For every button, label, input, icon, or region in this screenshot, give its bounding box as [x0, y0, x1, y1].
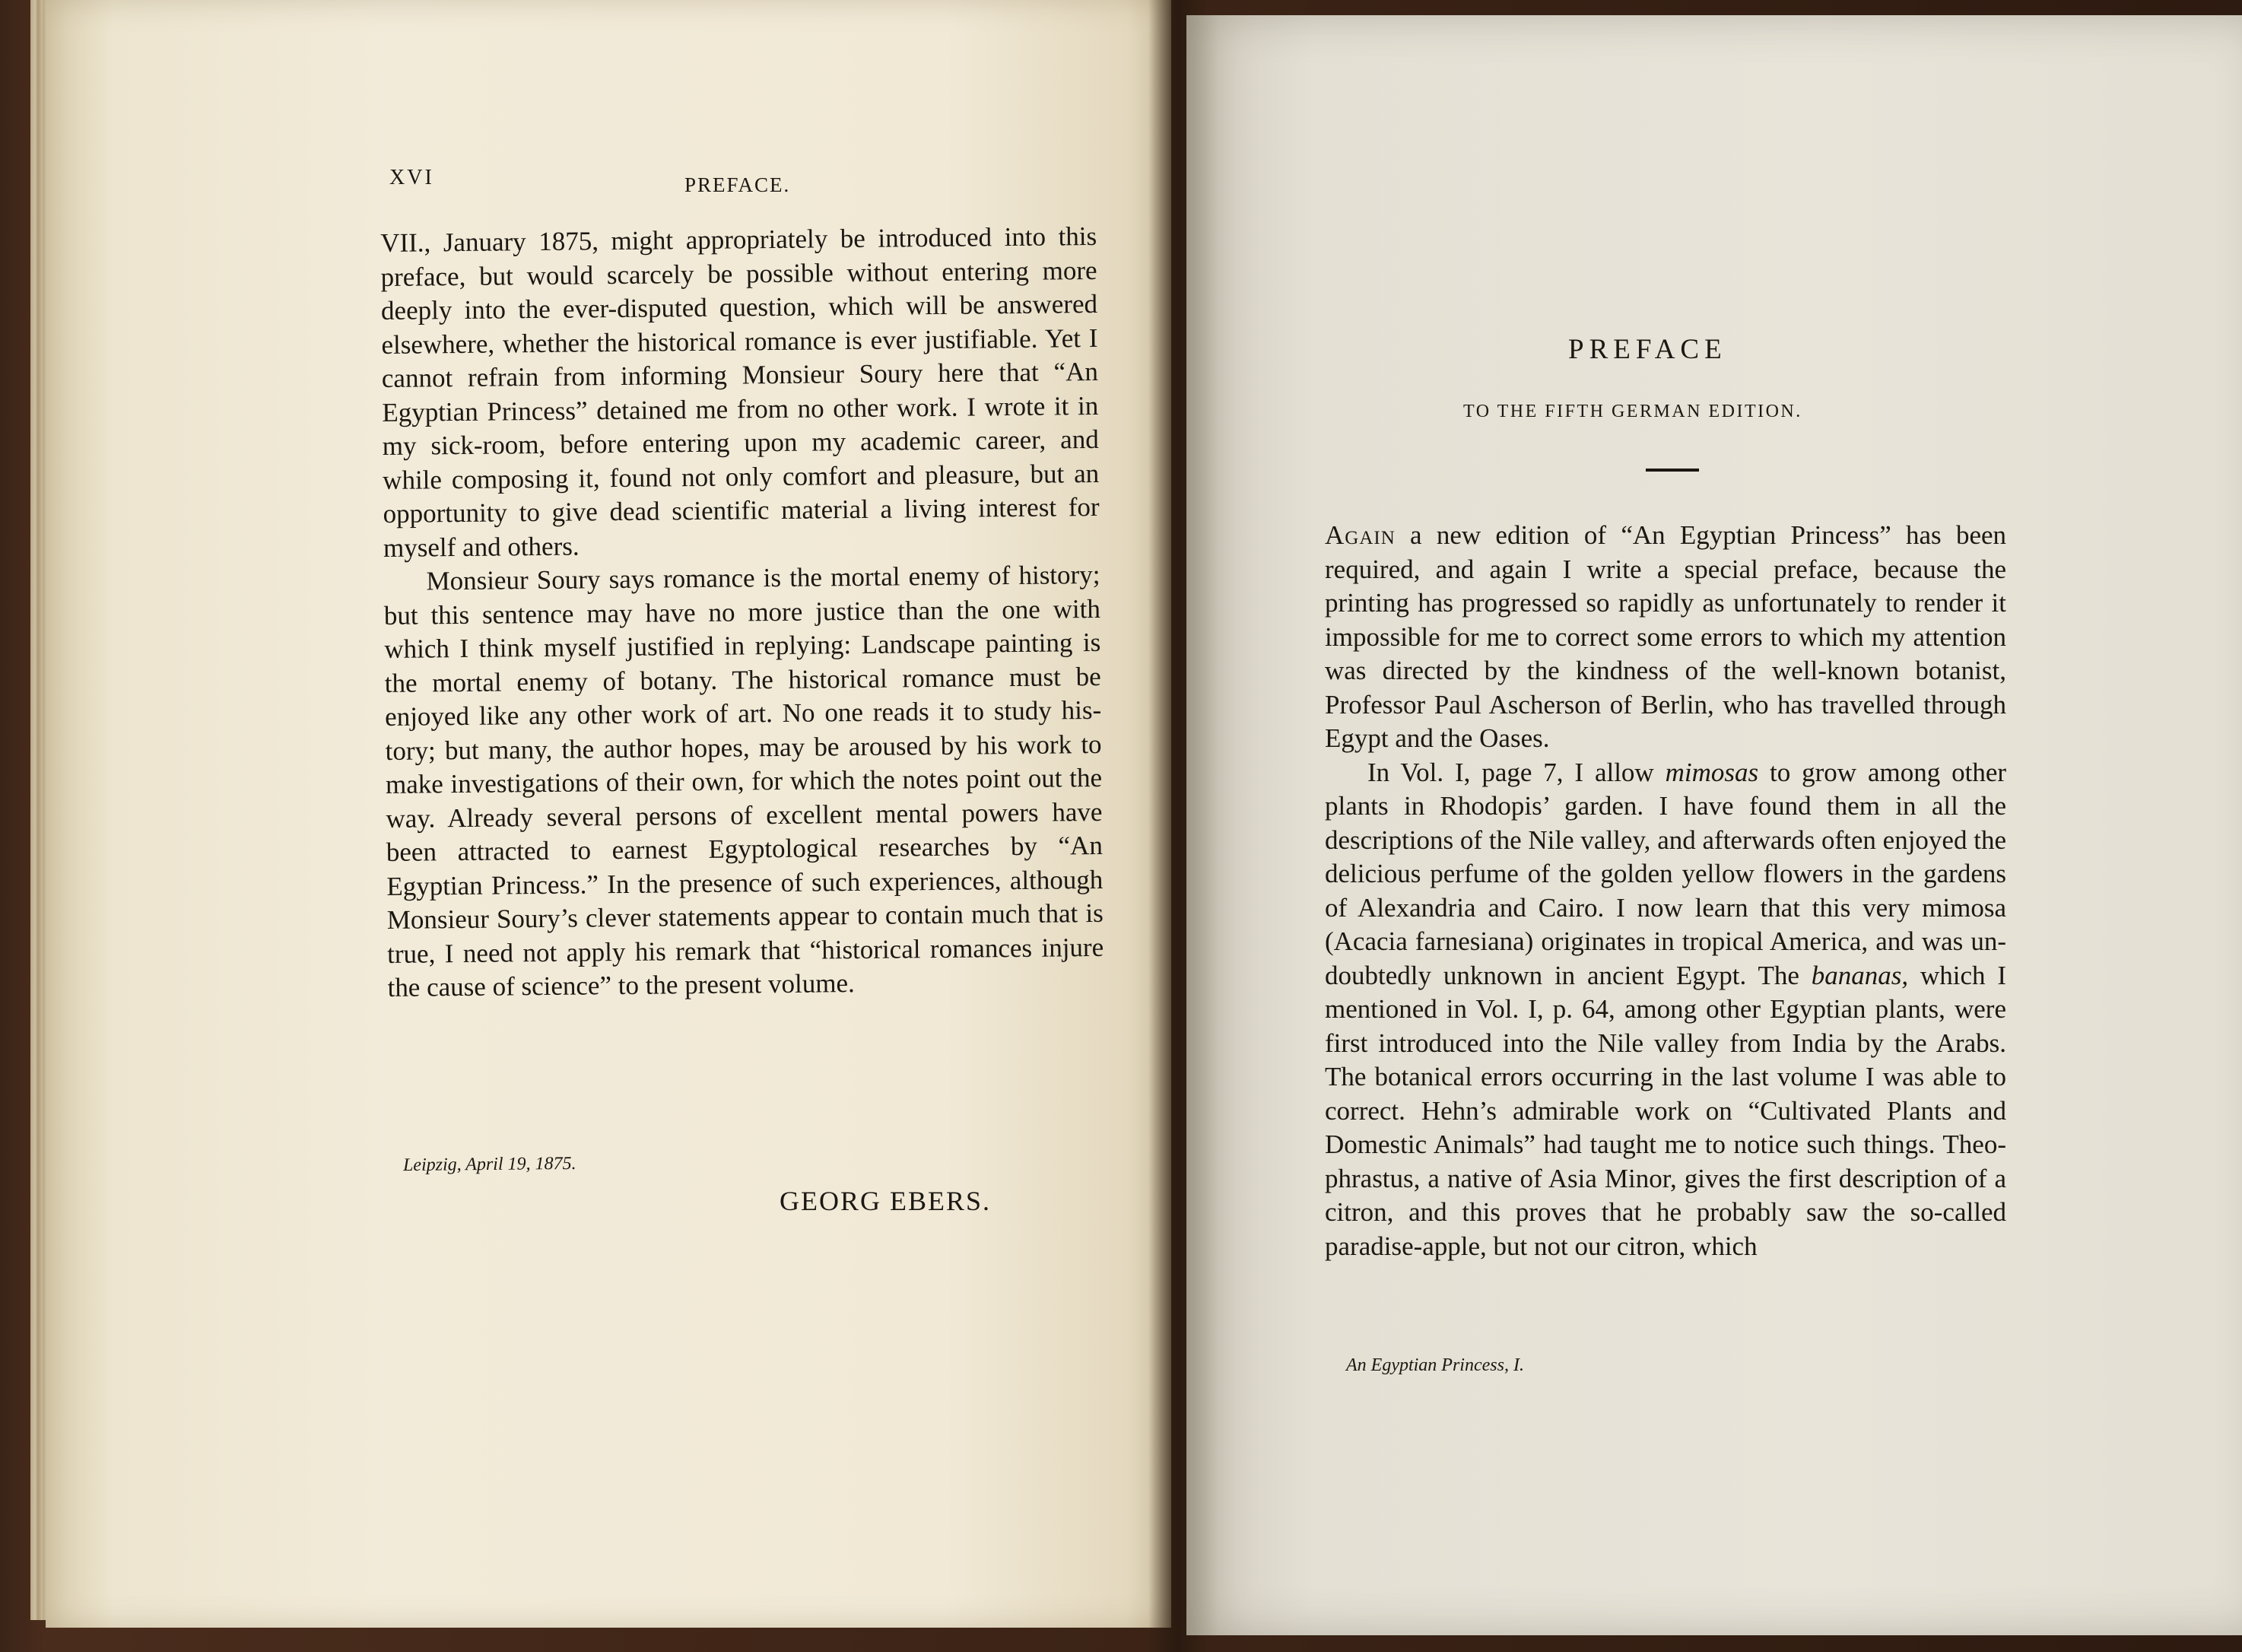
dateline: Leipzig, April 19, 1875. — [402, 1153, 576, 1176]
right-paragraph-1 — [1325, 519, 2006, 756]
italic-mimosas: mimosas — [1665, 757, 1759, 787]
italic-bananas: bananas, — [1811, 960, 1909, 990]
right-page — [1186, 15, 2242, 1635]
left-page — [46, 0, 1171, 1628]
left-paragraph-1: VII., January 1875, might appropriately be introduced into this preface, but would scarcely be possible without entering more deeply into the ever-disputed question, which will be answered elsewhere, whether the historical romance is ever justifiable. Yet I cannot refrain from informing Monsieur Soury here that “An Egyptian Princess” detained me from no other work. I wrote it in my sick-room, before entering upon my academic career, and while composing it, found not only comfort and pleasure, but an opportunity to give dead scientific material a living interest for myself and others. — [380, 221, 1100, 563]
preface-title: PREFACE — [1568, 334, 1727, 365]
preface-subtitle: TO THE FIFTH GERMAN EDITION. — [1463, 402, 1802, 421]
page-folio: XVI — [389, 166, 434, 189]
right-paragraph-1-text: a new edition of “An Egyptian Princess” has been required, and again I write a special preface, because the printing has progressed so rapidly as unfortunately to render it impossible for me to correct some errors to which my attention was directed by the kindness of the well-known botanist, Professor Paul Ascherson of Berlin, who has travelled through Egypt and the Oases. — [1325, 520, 2007, 753]
right-paragraph-2-text-b: to grow among other plants in Rhodopis’ garden. I have found them in all the descriptions of the Nile valley, and afterwards often enjoyed the delicious perfume of the golden yellow flowers in the gardens of Alexandria and Cairo. I now learn that this very mimosa (Acacia farnesiana) originates in tropical America, and was undoubtedly unknown in ancient Egypt. The — [1325, 757, 2007, 990]
left-text-block — [380, 220, 1104, 1005]
right-paragraph-2-text-c: which I mentioned in Vol. I, p. 64, among other Egyptian plants, were first introduced into the Nile valley from India by the Arabs. The botanical errors occurring in the last volume I was able to correct. Hehn’s admirable work on “Cultivated Plants and Domestic Animals” had taught me to notice such things. Theophrastus, a native of Asia Minor, gives the first description of a citron, and this proves that he probably saw the so-called paradise-apple, but not our citron, which — [1325, 960, 2006, 1261]
left-paragraph-2: Monsieur Soury says romance is the mortal enemy of history; but this sentence may have no more justice than the one with which I think myself justified in replying: Landscape painting is the mortal enemy of botany. The historical romance must be enjoyed like any other work of art. No one reads it to study history; but many, the author hopes, may be aroused by his work to make investigations of their own, for which the notes point out the way. Already several persons of excellent mental powers have been attracted to earnest Egyptological researches by “An Egyptian Princess.” In the presence of such experiences, although Monsieur Soury’s clever statements appear to contain much that is true, I need not apply his remark that “historical romances injure the cause of science” to the present volume. — [383, 559, 1104, 1002]
author-signature: GEORG EBERS. — [780, 1186, 992, 1216]
right-paragraph-2-text-a: In Vol. I, page 7, I allow — [1367, 757, 1654, 787]
lead-word: Again — [1325, 520, 1396, 550]
running-head: PREFACE. — [684, 173, 791, 196]
right-paragraph-2 — [1325, 756, 2006, 1264]
title-rule — [1646, 469, 1699, 472]
signature-mark: An Egyptian Princess, I. — [1346, 1355, 1524, 1375]
right-text-block — [1325, 519, 2006, 1263]
